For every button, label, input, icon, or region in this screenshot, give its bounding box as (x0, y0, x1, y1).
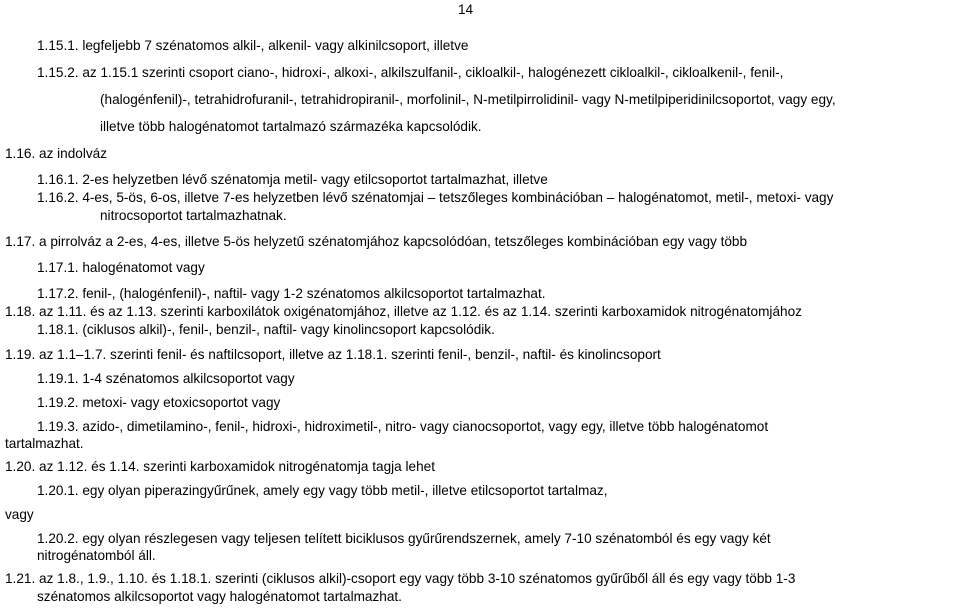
item-1-21: 1.21. az 1.8., 1.9., 1.10. és 1.18.1. szerinti (ciklusos alkil)-csoport egy vagy több 3-10 szénatomos gyűrűből áll és egy vagy több 1-3 (5, 571, 796, 586)
item-1-15-1: 1.15.1. legfeljebb 7 szénatomos alkil-, alkenil- vagy alkinilcsoport, illetve (37, 38, 469, 53)
item-1-18-1: 1.18.1. (ciklusos alkil)-, fenil-, benzil-, naftil- vagy kinolincsoport kapcsolódik. (37, 322, 495, 337)
item-1-17: 1.17. a pirrolváz a 2-es, 4-es, illetve 5-ös helyzetű szénatomjához kapcsolódóan, tetszőleges kombinációban egy vagy több (5, 234, 748, 249)
item-1-20: 1.20. az 1.12. és 1.14. szerinti karboxamidok nitrogénatomja tagja lehet (5, 459, 435, 474)
item-1-19-2: 1.19.2. metoxi- vagy etoxicsoportot vagy (37, 395, 281, 410)
item-1-17-1: 1.17.1. halogénatomot vagy (37, 260, 205, 275)
item-1-20-1-cont: vagy (5, 507, 34, 522)
item-1-19-1: 1.19.1. 1-4 szénatomos alkilcsoportot vagy (37, 371, 295, 386)
item-1-20-2-cont: nitrogénatomból áll. (37, 548, 156, 563)
item-1-20-2: 1.20.2. egy olyan részlegesen vagy teljesen telített biciklusos gyűrűrendszernek, amely 7-10 szénatomból és egy vagy két (37, 531, 771, 546)
item-1-16-1: 1.16.1. 2-es helyzetben lévő szénatomja metil- vagy etilcsoportot tartalmazhat, illetve (37, 172, 548, 187)
item-1-21-cont: szénatomos alkilcsoportot vagy halogénatomot tartalmazhat. (37, 589, 402, 604)
item-1-20-1: 1.20.1. egy olyan piperazingyűrűnek, amely egy vagy több metil-, illetve etilcsoportot tartalmaz, (37, 483, 608, 498)
item-1-19-3-cont: tartalmazhat. (5, 436, 84, 451)
item-1-19-3: 1.19.3. azido-, dimetilamino-, fenil-, hidroxi-, hidroximetil-, nitro- vagy cianocsoportot, vagy egy, illetve több halogénatomot (37, 419, 769, 434)
item-1-16: 1.16. az indolváz (5, 146, 108, 161)
item-1-16-2: 1.16.2. 4-es, 5-ös, 6-os, illetve 7-es helyzetben lévő szénatomjai – tetszőleges kombinációban – halogénatomot, metil-, metoxi- vagy (37, 190, 834, 205)
item-1-15-2-cont-1: (halogénfenil)-, tetrahidrofuranil-, tetrahidropiranil-, morfolinil-, N-metilpirrolidinil- vagy N-metilpiperidinilcsoportot, vagy egy, (100, 92, 836, 107)
page-number: 14 (458, 2, 474, 17)
item-1-16-2-cont: nitrocsoportot tartalmazhatnak. (100, 208, 287, 223)
item-1-19: 1.19. az 1.1–1.7. szerinti fenil- és naftilcsoport, illetve az 1.18.1. szerinti fenil-, benzil-, naftil- és kinolincsoport (5, 347, 661, 362)
item-1-15-2: 1.15.2. az 1.15.1 szerinti csoport ciano-, hidroxi-, alkoxi-, alkilszulfanil-, cikloalkil-, halogénezett cikloalkil-, cikloalkenil-, fenil-, (37, 65, 784, 80)
item-1-18: 1.18. az 1.11. és az 1.13. szerinti karboxilátok oxigénatomjához, illetve az 1.12. és az 1.14. szerinti karboxamidok nitrogénatomjához (5, 304, 802, 319)
item-1-17-2: 1.17.2. fenil-, (halogénfenil)-, naftil- vagy 1-2 szénatomos alkilcsoportot tartalmazhat. (37, 286, 546, 301)
item-1-15-2-cont-2: illetve több halogénatomot tartalmazó származéka kapcsolódik. (100, 119, 482, 134)
